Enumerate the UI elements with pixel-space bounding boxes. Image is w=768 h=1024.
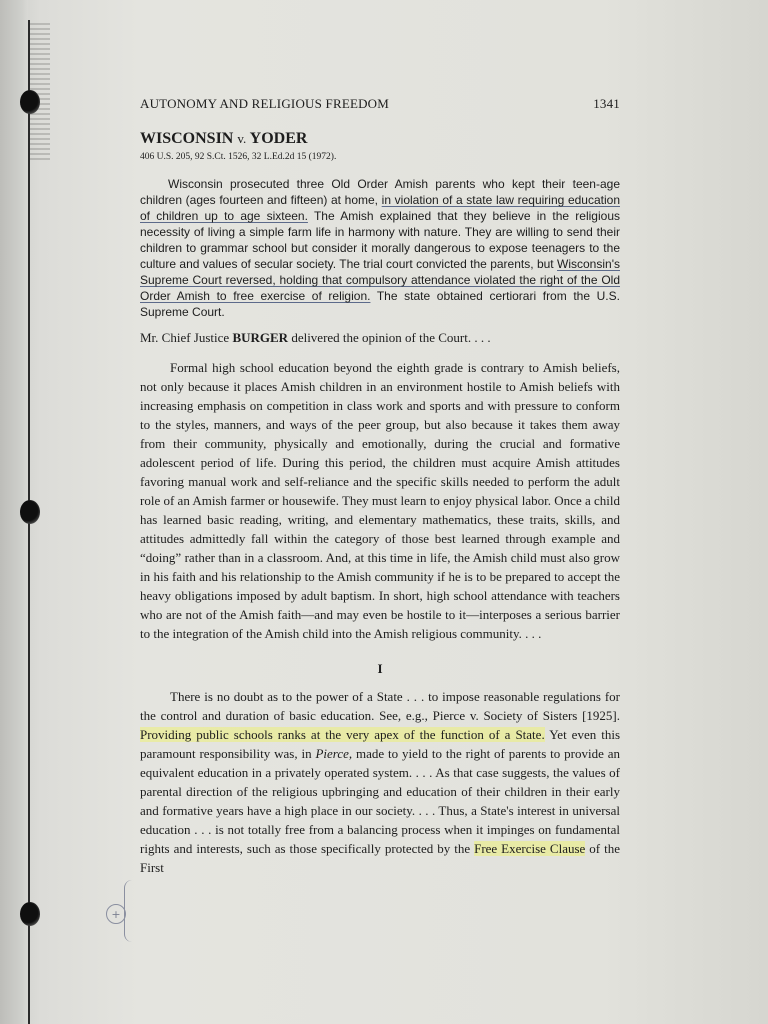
- case-party-left: WISCONSIN: [140, 130, 234, 147]
- p2-part-g: of the First: [140, 841, 620, 875]
- case-title: [140, 130, 620, 148]
- running-title: AUTONOMY AND RELIGIOUS FREEDOM: [140, 96, 390, 111]
- summary-part-1: Wisconsin prosecuted three Old Order Amish parents who kept their teen-age children (ages fourteen and fifteen) at home,: [140, 177, 620, 207]
- intro-prefix: Mr. Chief Justice: [140, 330, 233, 345]
- p2-part-c: Yet even this paramount responsibility was, in: [140, 727, 621, 761]
- p2-case-italic: Pierce,: [315, 746, 353, 761]
- opinion-paragraph-1: Formal high school education beyond the eighth grade is contrary to Amish beliefs, not only because it places Amish children in an environment hostile to Amish beliefs with increasing emphasis on competition in class work and sports and with pressure to conform to the styles, manners, and ways of the peer group, but also because it takes them away from their community, physically and emotionally, during the crucial and formative adolescent period of life. During this period, the children must acquire Amish attitudes favoring manual work and self-reliance and the specific skills needed to perform the adult role of an Amish farmer or housewife. They must learn to enjoy physical labor. Once a child has learned basic reading, writing, and elementary mathematics, these traits, skills, and attitudes admittedly fall within the category of those best learned through example and “doing” rather than in a classroom. And, at this time in life, the Amish child must also grow in his faith and his relationship to the Amish community if he is to be prepared to accept the heavy obligations imposed by adult baptism. In short, high school attendance with teachers who are not of the Amish faith—and may even be hostile to it—interposes a serious barrier to the integration of the Amish child into the Amish religious community. . . .: [140, 360, 620, 641]
- case-versus: v.: [237, 131, 247, 146]
- opinion-intro: [140, 330, 620, 346]
- summary-underlined-2: Wisconsin's Supreme Court reversed, holding that compulsory attendance violated the right of the Old Order Amish to free exercise of religion.: [140, 257, 620, 303]
- opinion-paragraph-2: [140, 687, 620, 877]
- summary-underlined-1: in violation of a state law requiring education of children up to age sixteen.: [140, 193, 620, 223]
- page-number: 1341: [593, 96, 620, 111]
- punch-hole-bottom: [20, 902, 40, 926]
- p2-highlight-1: Providing public schools ranks at the very apex of the function of a State.: [140, 727, 545, 742]
- section-numeral: I: [377, 661, 383, 676]
- justice-name: BURGER: [232, 330, 289, 345]
- case-summary: [140, 176, 620, 320]
- summary-part-5: The state obtained certiorari from the U.S. Supreme Court.: [140, 289, 620, 319]
- page-content: [140, 96, 620, 877]
- punch-hole-middle: [20, 500, 40, 524]
- intro-suffix: delivered the opinion of the Court. . . .: [288, 330, 491, 345]
- summary-part-3: The Amish explained that they believe in the religious necessity of living a simple farm life in harmony with nature. They are willing to send their children to grammar school but consider it morally dangerous to expose teenagers to the culture and values of secular society. The trial court convicted the parents, but: [140, 209, 620, 271]
- p2-highlight-2: Free Exercise Clause: [474, 841, 586, 856]
- p2-part-a: There is no doubt as to the power of a State . . . to impose reasonable regulations for the control and duration of basic education. See, e.g., Pierce v. Society of Sisters [1925].: [140, 689, 620, 723]
- running-header: [140, 96, 620, 112]
- p2-part-e: made to yield to the right of parents to provide an equivalent education in a privately operated system. . . . As that case suggests, the values of parental direction of the religious upbringing and education of their children in their early and formative years have a high place in our society. . . . Thus, a State's interest in universal education . . . is not totally free from a balancing process when it impinges on fundamental rights and interests, such as those specifically protected by the: [140, 746, 620, 856]
- case-party-right: YODER: [249, 130, 308, 147]
- punch-hole-top: [20, 90, 40, 114]
- handwritten-margin-mark: +: [106, 904, 126, 924]
- case-citation: 406 U.S. 205, 92 S.Ct. 1526, 32 L.Ed.2d 15 (1972).: [140, 152, 337, 162]
